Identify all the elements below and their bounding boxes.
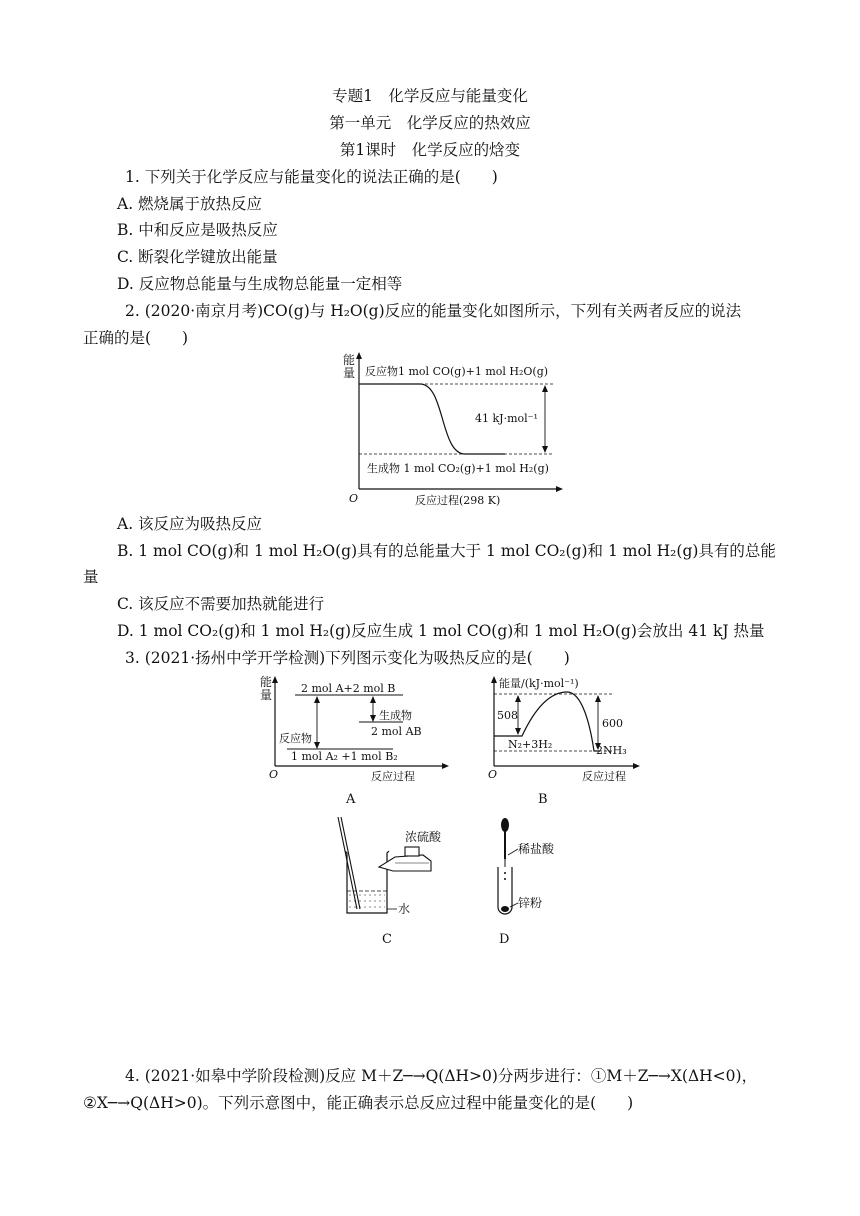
figa-product-label-1: 生成物 (379, 709, 412, 722)
q2-reactant-label: 反应物1 mol CO(g)+1 mol H₂O(g) (365, 365, 549, 378)
q2-option-b-cont: 量 (83, 568, 99, 586)
q2-ylabel-1: 能 (343, 353, 356, 367)
q2-ylabel-2: 量 (343, 366, 356, 380)
figa-ylabel-1: 能 (260, 675, 273, 689)
q3-figure-d (488, 815, 598, 947)
q1-option-c: C. 断裂化学键放出能量 (117, 248, 278, 266)
topic-title: 专题1 化学反应与能量变化 (332, 87, 528, 105)
q3-stem: 3. (2021·扬州中学开学检测)下列图示变化为吸热反应的是( ) (125, 649, 570, 667)
q2-delta-label: 41 kJ·mol⁻¹ (475, 412, 538, 425)
q2-option-d: D. 1 mol CO₂(g)和 1 mol H₂(g)反应生成 1 mol CO(g)和 1 mol H₂O(g)会放出 41 kJ 热量 (117, 622, 765, 640)
figb-caption: B (538, 792, 548, 807)
q4-line1: 4. (2021·如皋中学阶段检测)反应 M＋Z─→Q(ΔH>0)分两步进行：①M＋Z─→X(ΔH<0)， (125, 1067, 758, 1085)
q1-stem: 1. 下列关于化学反应与能量变化的说法正确的是( ) (125, 168, 498, 186)
q1-option-b: B. 中和反应是吸热反应 (117, 221, 278, 239)
figa-ylabel-2: 量 (260, 688, 273, 702)
q2-x-arrow (556, 486, 563, 492)
lesson-title: 第1课时 化学反应的焓变 (339, 141, 521, 159)
q2-option-c: C. 该反应不需要加热就能进行 (117, 595, 325, 613)
figa-top-label: 2 mol A+2 mol B (301, 682, 396, 695)
q2-y-arrow (356, 352, 362, 359)
figd-caption: D (499, 932, 510, 947)
figb-product: 2NH₃ (596, 744, 627, 757)
figb-508: 508 (497, 709, 518, 722)
q3-figure-a (255, 674, 455, 809)
figb-ylabel: 能量/(kJ·mol⁻¹) (499, 677, 579, 690)
figa-xlabel: 反应过程 (371, 770, 415, 783)
figc-caption: C (382, 932, 392, 947)
figc-acid-label: 浓硫酸 (405, 830, 442, 844)
q2-energy-diagram (335, 350, 565, 510)
q2-origin: O (349, 492, 359, 505)
figa-reactant-label-2: 1 mol A₂ +1 mol B₂ (291, 750, 398, 763)
figd-acid-label: 稀盐酸 (518, 842, 555, 856)
figb-xlabel: 反应过程 (582, 770, 626, 783)
q3-figure-b (482, 674, 652, 809)
q1-option-a: A. 燃烧属于放热反应 (117, 195, 263, 213)
q2-stem-line2: 正确的是( ) (83, 329, 189, 347)
q2-option-b: B. 1 mol CO(g)和 1 mol H₂O(g)具有的总能量大于 1 mol CO₂(g)和 1 mol H₂(g)具有的总能 (117, 542, 776, 560)
q3-figure-c (335, 815, 465, 947)
figd-zinc-powder (501, 906, 509, 912)
q2-product-label: 生成物 1 mol CO₂(g)+1 mol H₂(g) (367, 462, 549, 475)
q2-stem-line1: 2. (2020·南京月考)CO(g)与 H₂O(g)反应的能量变化如图所示，下列有关两者反应的说法 (125, 302, 742, 320)
q1-option-d: D. 反应物总能量与生成物总能量一定相等 (117, 275, 403, 293)
q4-line2: ②X─→Q(ΔH>0)。下列示意图中，能正确表示总反应过程中能量变化的是( ) (83, 1094, 634, 1112)
figa-product-label-2: 2 mol AB (371, 725, 422, 738)
unit-title: 第一单元 化学反应的热效应 (329, 114, 531, 132)
figb-origin: O (488, 768, 498, 781)
figb-reactant: N₂+3H₂ (508, 738, 553, 751)
figd-dropper-bulb (501, 818, 509, 832)
figb-600: 600 (602, 717, 623, 730)
figa-origin: O (269, 768, 279, 781)
figc-water-label: 水 (398, 902, 411, 916)
figa-reactant-label-1: 反应物 (279, 732, 312, 745)
figa-caption: A (346, 792, 356, 807)
figd-zinc-label: 锌粉 (518, 896, 543, 910)
q2-xlabel: 反应过程(298 K) (415, 494, 501, 507)
q2-option-a: A. 该反应为吸热反应 (117, 515, 263, 533)
